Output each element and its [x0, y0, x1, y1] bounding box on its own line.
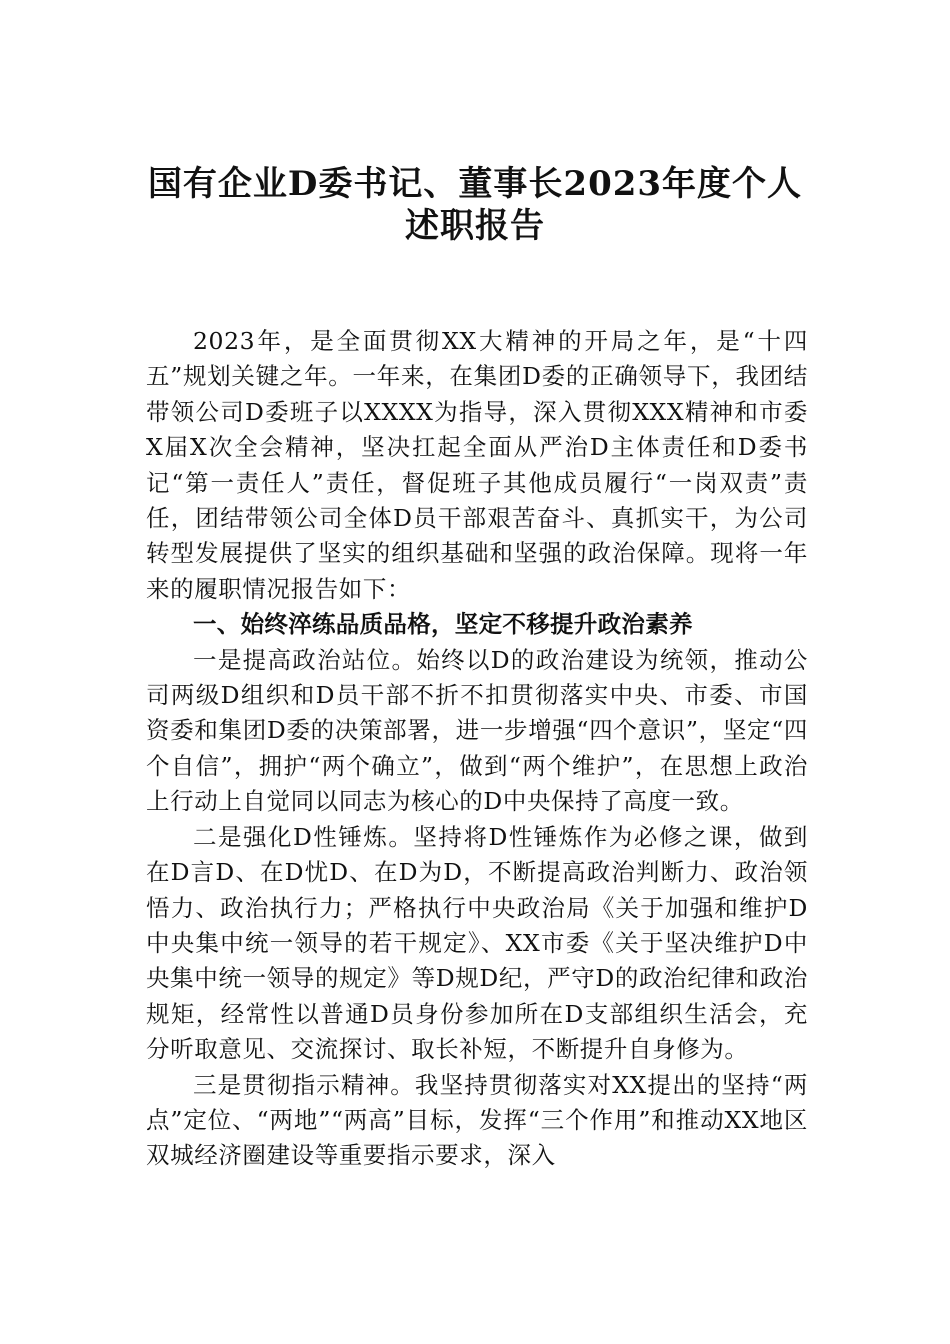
body-paragraph-3: 三是贯彻指示精神。我坚持贯彻落实对XX提出的坚持“两点”定位、“两地”“两高”目标，发挥“三个作用”和推动XX地区双城经济圈建设等重要指示要求，深入 — [146, 1070, 808, 1170]
body-paragraph-1: 一是提高政治站位。始终以D的政治建设为统领，推动公司两级D组织和D员干部不折不扣贯彻落实中央、市委、市国资委和集团D委的决策部署，进一步增强“四个意识”，坚定“四个自信”，拥护“两个确立”，做到“两个维护”，在思想上政治上行动上自觉同以同志为核心的D中央保持了高度一致。 — [146, 645, 808, 816]
document-body — [146, 324, 808, 1174]
document-title-line-1: 国有企业D委书记、董事长2023年度个人 — [147, 164, 803, 204]
body-paragraph-2: 二是强化D性锤炼。坚持将D性锤炼作为必修之课，做到在D言D、在D忧D、在D为D，不断提高政治判断力、政治领悟力、政治执行力；严格执行中央政治局《关于加强和维护D中央集中统一领导的若干规定》、XX市委《关于坚决维护D中央集中统一领导的规定》等D规D纪，严守D的政治纪律和政治规矩，经常性以普通D员身份参加所在D支部组织生活会，充分听取意见、交流探讨、取长补短，不断提升自身修为。 — [146, 822, 808, 1064]
document-title-line-2: 述职报告 — [405, 206, 545, 246]
intro-paragraph: 2023年，是全面贯彻XX大精神的开局之年，是“十四五”规划关键之年。一年来，在集团D委的正确领导下，我团结带领公司D委班子以XXXX为指导，深入贯彻XXX精神和市委X届X次全会精神，坚决扛起全面从严治D主体责任和D委书记“第一责任人”责任，督促班子其他成员履行“一岗双责”责任，团结带领公司全体D员干部艰苦奋斗、真抓实干，为公司转型发展提供了坚实的组织基础和坚强的政治保障。现将一年来的履职情况报告如下： — [146, 327, 808, 603]
section-heading-1: 一、始终淬练品质品格，坚定不移提升政治素养 — [193, 610, 693, 639]
